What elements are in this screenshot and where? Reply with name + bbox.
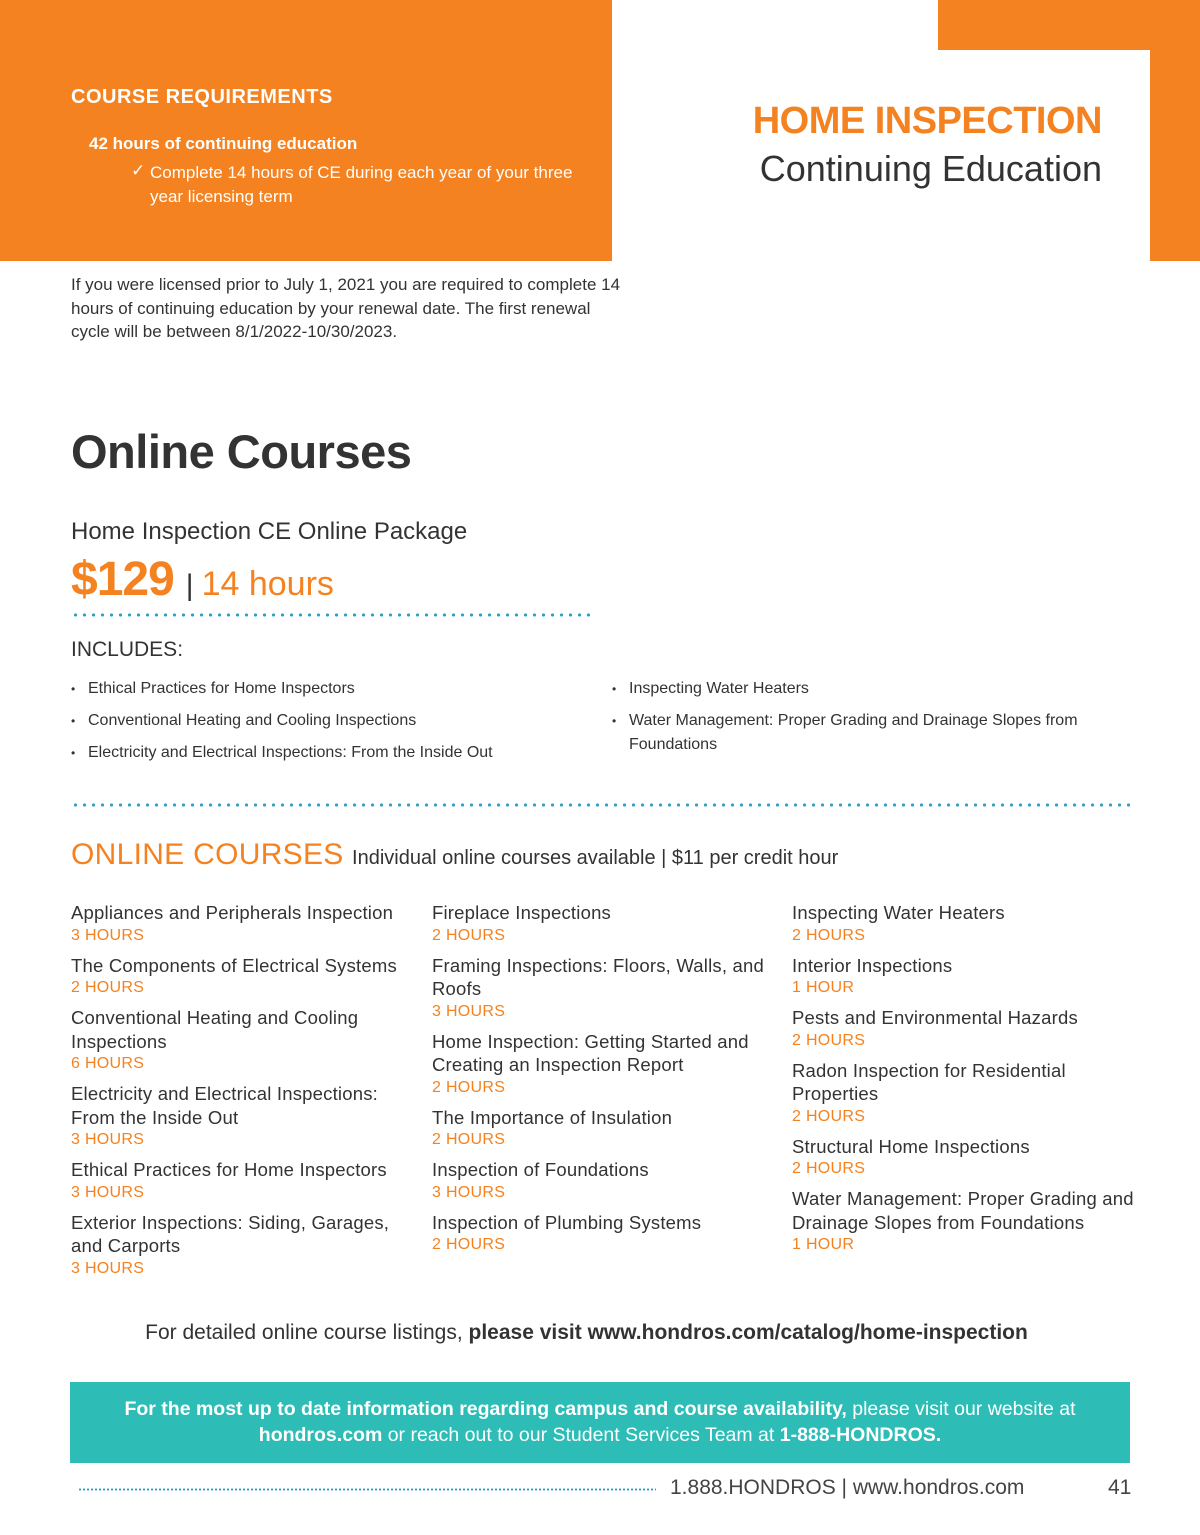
course-item: [792, 1135, 1137, 1180]
online-courses-section-heading: ONLINE COURSES: [71, 838, 344, 871]
course-hours: 3 HOURS: [71, 926, 145, 944]
footer-dotted-rule: [78, 1488, 656, 1491]
course-item: [432, 954, 777, 1022]
course-hours: 1 HOUR: [792, 979, 855, 996]
course-item: [792, 1059, 1137, 1127]
course-hours: 2 HOURS: [792, 1031, 866, 1049]
course-name: Ethical Practices for Home Inspectors: [71, 1159, 387, 1180]
course-item: [432, 1106, 777, 1151]
website-link[interactable]: hondros.com: [258, 1424, 383, 1446]
course-item: [71, 1211, 416, 1279]
orange-corner-decoration-right: [1150, 0, 1200, 261]
course-requirements-title: COURSE REQUIREMENTS: [71, 86, 333, 108]
package-name: Home Inspection CE Online Package: [71, 518, 468, 545]
page-number: 41: [1108, 1476, 1132, 1499]
price-separator: |: [185, 569, 194, 602]
course-item: [432, 901, 777, 946]
page-title: HOME INSPECTION: [752, 100, 1102, 142]
course-name: Fireplace Inspections: [432, 902, 612, 923]
course-name: The Importance of Insulation: [432, 1106, 673, 1128]
course-hours: 3 HOURS: [432, 1183, 506, 1201]
availability-banner: For the most up to date information regarding campus and course availability, please visit our website at hondros.com or reach out to our Student Services Team at 1-888-HONDROS.: [70, 1382, 1130, 1463]
course-name: Appliances and Peripherals Inspection: [71, 902, 394, 923]
licensing-note: If you were licensed prior to July 1, 2021 you are required to complete 14 hours of continuing education by your renewal date. The first renewal cycle will be between 8/1/2022-10/30/2023.: [71, 275, 621, 341]
course-item: [792, 954, 1137, 999]
course-hours: 6 HOURS: [71, 1055, 145, 1072]
course-item: [71, 901, 416, 946]
footer-contact: 1.888.HONDROS | www.hondros.com: [670, 1476, 1025, 1499]
course-item: [71, 1006, 416, 1074]
catalog-link-line: For detailed online course listings, please visit www.hondros.com/catalog/home-inspection: [145, 1321, 1028, 1344]
course-hours: 2 HOURS: [432, 1236, 506, 1253]
course-item: [792, 1006, 1137, 1051]
list-item: • Inspecting Water Heaters: [612, 677, 1122, 701]
course-hours: 3 HOURS: [432, 1002, 506, 1020]
online-courses-header-row: [71, 838, 838, 872]
course-item: [71, 954, 416, 999]
course-item: [432, 1030, 777, 1098]
includes-list-left: [71, 677, 591, 773]
course-hours: 2 HOURS: [792, 926, 866, 944]
phone-number: 1-888-HONDROS.: [779, 1424, 942, 1446]
list-item: • Electricity and Electrical Inspections: From the Inside Out: [71, 741, 591, 765]
page-subtitle: Continuing Education: [759, 148, 1102, 189]
course-hours: 2 HOURS: [792, 1160, 866, 1177]
course-item: [71, 1158, 416, 1203]
online-courses-heading: Online Courses: [71, 425, 412, 478]
course-name: Home Inspection: Getting Started and Creating an Inspection Report: [432, 1030, 749, 1075]
course-name: Exterior Inspections: Siding, Garages, and Carports: [71, 1211, 390, 1256]
course-column-1: [71, 901, 416, 1287]
course-column-2: [432, 901, 777, 1263]
course-hours: 3 HOURS: [71, 1183, 145, 1201]
course-name: Inspection of Plumbing Systems: [432, 1211, 702, 1233]
check-icon: ✓: [131, 161, 146, 180]
includes-label: INCLUDES:: [71, 638, 184, 661]
course-hours: 2 HOURS: [432, 1131, 506, 1148]
course-name: Inspecting Water Heaters: [792, 902, 1005, 923]
course-hours: 2 HOURS: [71, 979, 145, 996]
course-requirements-panel: [0, 0, 612, 261]
dotted-divider: [71, 803, 1131, 807]
course-item: [71, 1082, 416, 1150]
course-item: [792, 901, 1137, 946]
package-price-row: [71, 552, 334, 607]
course-hours: 3 HOURS: [71, 1131, 145, 1148]
course-item: [792, 1187, 1137, 1255]
course-name: Water Management: Proper Grading and Drainage Slopes from Foundations: [792, 1188, 1134, 1233]
course-item: [432, 1158, 777, 1203]
requirement-total-hours: 42 hours of continuing education: [89, 134, 358, 153]
course-name: Radon Inspection for Residential Properties: [792, 1059, 1066, 1104]
bullet-icon: •: [71, 746, 76, 760]
bullet-icon: •: [612, 682, 617, 696]
course-item: [432, 1211, 777, 1256]
course-name: Electricity and Electrical Inspections: From the Inside Out: [71, 1083, 379, 1128]
course-hours: 2 HOURS: [432, 926, 506, 944]
course-hours: 3 HOURS: [71, 1259, 145, 1277]
course-name: The Components of Electrical Systems: [71, 954, 397, 976]
course-name: Structural Home Inspections: [792, 1135, 1030, 1157]
course-name: Conventional Heating and Cooling Inspections: [71, 1007, 359, 1052]
includes-list-right: [612, 677, 1122, 765]
package-price: $129: [71, 553, 174, 606]
package-hours: 14 hours: [201, 565, 334, 603]
dotted-divider: [71, 613, 591, 617]
catalog-link[interactable]: please visit www.hondros.com/catalog/home-inspection: [468, 1321, 1028, 1344]
course-column-3: [792, 901, 1137, 1263]
bullet-icon: •: [71, 714, 76, 728]
course-hours: 2 HOURS: [432, 1078, 506, 1096]
course-hours: 1 HOUR: [792, 1236, 855, 1253]
list-item: • Water Management: Proper Grading and Drainage Slopes from Foundations: [612, 709, 1122, 757]
course-name: Inspection of Foundations: [432, 1159, 649, 1180]
course-name: Interior Inspections: [792, 954, 953, 976]
course-name: Pests and Environmental Hazards: [792, 1007, 1078, 1028]
list-item: • Conventional Heating and Cooling Inspections: [71, 709, 591, 733]
course-hours: 2 HOURS: [792, 1107, 866, 1125]
bullet-icon: •: [71, 682, 76, 696]
bullet-icon: •: [612, 714, 617, 728]
course-name: Framing Inspections: Floors, Walls, and Roofs: [432, 954, 765, 999]
requirement-annual-hours: Complete 14 hours of CE during each year of your three year licensing term: [150, 163, 573, 206]
online-courses-pricing-note: Individual online courses available | $11 per credit hour: [352, 847, 839, 869]
list-item: • Ethical Practices for Home Inspectors: [71, 677, 591, 701]
